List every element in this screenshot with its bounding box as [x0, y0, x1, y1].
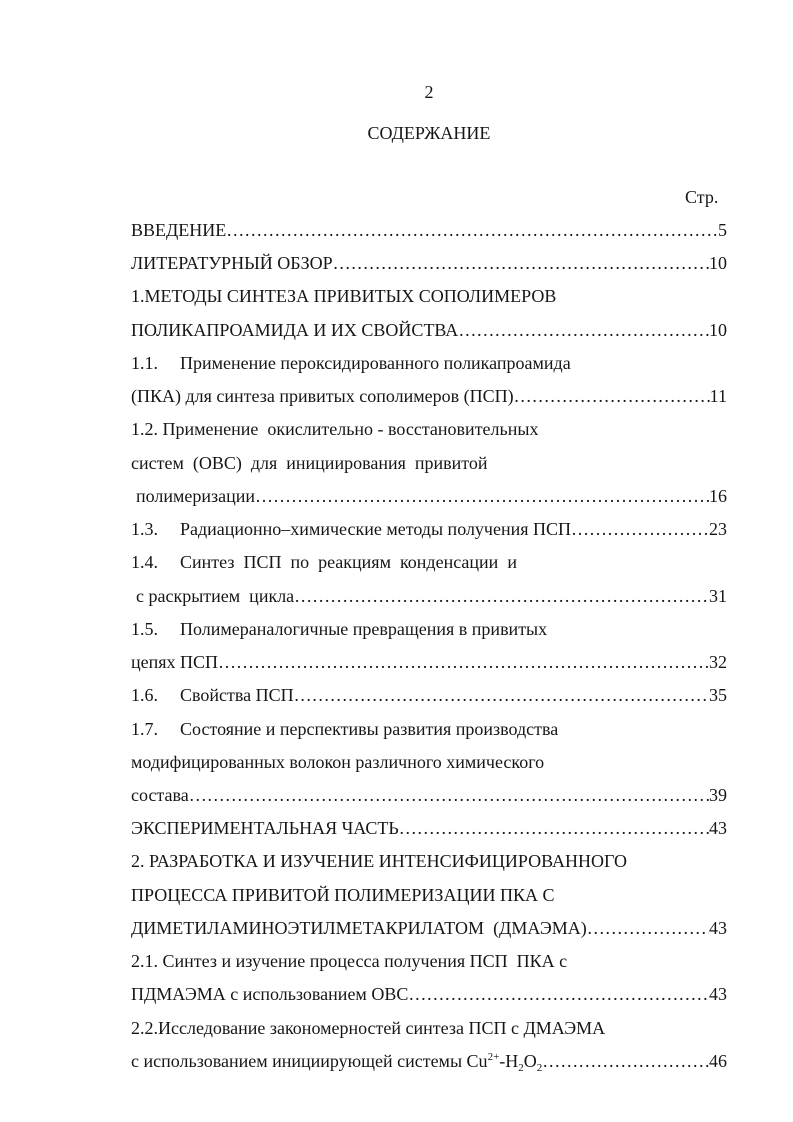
toc-entry-text: Состояние и перспективы развития производства — [180, 718, 559, 739]
toc-entry-text: 1.МЕТОДЫ СИНТЕЗА ПРИВИТЫХ СОПОЛИМЕРОВ — [131, 286, 557, 307]
toc-entry-text-with-formula — [131, 1045, 542, 1078]
toc-entry-text: ДИМЕТИЛАМИНОЭТИЛМЕТАКРИЛАТОМ (ДМАЭМА) — [131, 917, 587, 938]
toc-entry-text: 2.1. Синтез и изучение процесса получения ПСП ПКА с — [131, 951, 568, 972]
toc-line — [131, 945, 727, 978]
toc-entry-text: модифицированных волокон различного химического — [131, 751, 545, 772]
toc-page-number: 46 — [709, 1050, 727, 1071]
toc-entry-text: Синтез ПСП по реакциям конденсации и — [180, 552, 517, 573]
formula-copper-charge: 2+ — [487, 1050, 500, 1063]
toc-page-number: 5 — [718, 220, 727, 240]
dot-leader — [189, 779, 709, 812]
toc-line — [131, 713, 727, 746]
toc-entry-text: ЛИТЕРАТУРНЫЙ ОБЗОР — [131, 253, 333, 274]
toc-entry-text: Полимераналогичные превращения в привитых — [180, 618, 548, 639]
toc-section-number: 1.1. — [131, 352, 158, 373]
toc-entry-text: с раскрытием цикла — [136, 585, 295, 606]
toc-page-number: 43 — [709, 917, 727, 938]
toc-line — [131, 380, 727, 413]
toc-entry-text: систем (ОВС) для инициирования привитой — [131, 452, 488, 473]
dot-leader — [294, 580, 709, 613]
toc-page-number: 10 — [709, 319, 727, 340]
formula-oxygen-subscript: 2 — [536, 1061, 543, 1074]
formula-hydrogen: -H — [499, 1050, 519, 1071]
toc-section-number: 1.5. — [131, 618, 158, 639]
dot-leader — [514, 380, 710, 413]
toc-entry-text: Свойства ПСП — [180, 685, 294, 706]
toc-line — [131, 1012, 727, 1045]
toc-page-number: 35 — [709, 685, 727, 706]
toc-line — [131, 413, 727, 446]
toc-entry-text: с использованием инициирующей системы — [131, 1050, 467, 1071]
dot-leader — [408, 978, 709, 1011]
formula-copper: Cu — [466, 1050, 488, 1071]
toc-line — [131, 779, 727, 812]
toc-line — [131, 646, 727, 679]
toc-line — [131, 347, 727, 380]
toc-entry-text: ЭКСПЕРИМЕНТАЛЬНАЯ ЧАСТЬ — [131, 818, 399, 839]
toc-entry-text: 2. РАЗРАБОТКА И ИЗУЧЕНИЕ ИНТЕНСИФИЦИРОВАННОГО — [131, 851, 627, 872]
page-column-label: Стр. — [685, 187, 719, 207]
toc-page-number: 31 — [709, 585, 727, 606]
toc-page-number: 39 — [709, 784, 727, 805]
dot-leader — [226, 214, 718, 247]
formula-oxygen: O — [523, 1050, 537, 1071]
toc-section-number: 1.7. — [131, 718, 158, 739]
page-title: СОДЕРЖАНИЕ — [367, 123, 491, 143]
toc-line — [131, 280, 727, 313]
toc-page-number: 23 — [709, 519, 727, 540]
toc-entry-text: ПДМАЭМА с использованием ОВС — [131, 984, 409, 1005]
toc-entry-text: Радиационно–химические методы получения ПСП — [180, 519, 572, 540]
toc-line — [131, 314, 727, 347]
toc-section-number: 1.4. — [131, 552, 158, 573]
toc-line — [131, 580, 727, 613]
toc-line — [131, 613, 727, 646]
toc-page-number: 43 — [709, 818, 727, 839]
toc-entry-text: ПРОЦЕССА ПРИВИТОЙ ПОЛИМЕРИЗАЦИИ ПКА С — [131, 884, 555, 905]
dot-leader — [218, 646, 709, 679]
toc-line — [131, 679, 727, 712]
dot-leader — [458, 314, 709, 347]
toc-section-number: 1.3. — [131, 519, 158, 540]
dot-leader — [255, 480, 709, 513]
toc-line — [131, 247, 727, 280]
toc-entry-text: полимеризации — [136, 485, 256, 506]
toc-line — [131, 546, 727, 579]
toc-line — [131, 480, 727, 513]
toc-page-number: 43 — [709, 984, 727, 1005]
dot-leader — [542, 1045, 709, 1078]
page-number: 2 — [424, 82, 434, 102]
toc-page-number: 10 — [709, 253, 727, 274]
formula-hydrogen-subscript: 2 — [518, 1061, 524, 1074]
toc-entry-text: ВВЕДЕНИЕ — [131, 220, 227, 240]
dot-leader — [571, 513, 709, 546]
toc-entry-text: цепях ПСП — [131, 652, 219, 673]
dot-leader — [333, 247, 709, 280]
toc-page-number: 32 — [709, 652, 727, 673]
toc-line — [131, 214, 727, 247]
toc-entry-text: Применение пероксидированного поликапроамида — [180, 352, 571, 373]
toc-entry-text: 1.2. Применение окислительно - восстановительных — [131, 419, 539, 440]
dot-leader — [294, 679, 709, 712]
toc-line — [131, 812, 727, 845]
dot-leader — [587, 912, 709, 945]
toc-line — [131, 912, 727, 945]
toc-line — [131, 978, 727, 1011]
toc-page-number: 11 — [709, 386, 727, 407]
toc-line — [131, 746, 727, 779]
toc-line — [131, 447, 727, 480]
table-of-contents — [131, 214, 727, 1078]
toc-line — [131, 513, 727, 546]
dot-leader — [399, 812, 709, 845]
toc-section-number: 1.6. — [131, 685, 158, 706]
toc-entry-text: состава — [131, 784, 189, 805]
toc-page-number: 16 — [709, 485, 727, 506]
toc-entry-text: (ПКА) для синтеза привитых сополимеров (ПСП) — [131, 386, 514, 407]
toc-line — [131, 1045, 727, 1078]
toc-entry-text: ПОЛИКАПРОАМИДА И ИХ СВОЙСТВА — [131, 319, 459, 340]
toc-line — [131, 845, 727, 878]
toc-entry-text: 2.2.Исследование закономерностей синтеза ПСП с ДМАЭМА — [131, 1017, 606, 1038]
toc-line — [131, 879, 727, 912]
